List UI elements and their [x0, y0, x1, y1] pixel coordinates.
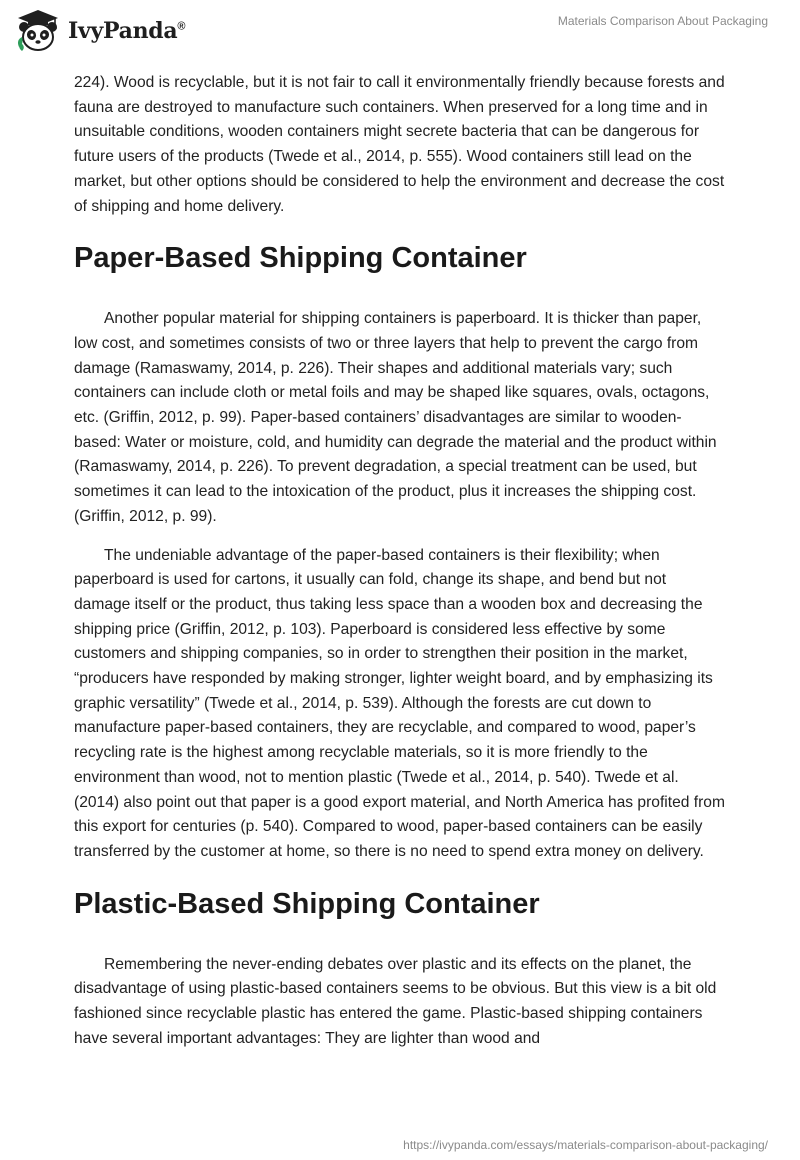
- heading-paper-based: Paper-Based Shipping Container: [74, 242, 527, 275]
- ivypanda-logo[interactable]: [14, 6, 204, 56]
- registered-mark: ®: [177, 20, 186, 33]
- source-url[interactable]: https://ivypanda.com/essays/materials-comparison-about-packaging/: [403, 1138, 768, 1152]
- essay-body: [74, 71, 726, 1066]
- heading-plastic-based: Plastic-Based Shipping Container: [74, 887, 540, 920]
- paragraph-plastic-1: Remembering the never-ending debates over plastic and its effects on the planet, the disadvantage of using plastic-based containers seems to be obvious. But this view is a bit old fashioned since recyclable plastic has entered the game. Plastic-based shipping containers have several important advantages: They are lighter than wood and: [74, 955, 717, 1047]
- paragraph-paper-1: Another popular material for shipping containers is paperboard. It is thicker than paper, low cost, and sometimes consists of two or three layers that help to prevent the cargo from damage (Ramaswamy, 2014, p. 226). Their shapes and additional materials vary; such containers can include cloth or metal foils and may be shaped like squares, ovals, octagons, etc. (Griffin, 2012, p. 99). Paper-based containers’ disadvantages are similar to wooden-based: Water or moisture, cold, and humidity can degrade the material and the product within (Ramaswamy, 2014, p. 226). To prevent degradation, a special treatment can be used, but sometimes it can lead to the intoxication of the product, plus it increases the shipping cost. (Griffin, 2012, p. 99).: [74, 310, 717, 525]
- page-header: [0, 0, 800, 60]
- paragraph-wood-continued: 224). Wood is recyclable, but it is not fair to call it environmentally friendly because forests and fauna are destroyed to manufacture such containers. When preserved for a long time and in unsuitable conditions, wooden containers might secrete bacteria that can be dangerous for future users of the products (Twede et al., 2014, p. 555). Wood containers still lead on the market, but other options should be considered to help the environment and decrease the cost of shipping and home delivery.: [74, 74, 725, 215]
- document-title: Materials Comparison About Packaging: [557, 14, 768, 28]
- brand-name: IvyPanda®: [68, 18, 186, 44]
- paragraph-paper-2: The undeniable advantage of the paper-based containers is their flexibility; when paperboard is used for cartons, it usually can fold, change its shape, and bend but not damage itself or the product, thus taking less space than a wooden box and decreasing the shipping price (Griffin, 2012, p. 103). Paperboard is considered less effective by some customers and shipping companies, so in order to strengthen their position in the market, “producers have responded by making stronger, lighter weight board, and by emphasizing its graphic versatility” (Twede et al., 2014, p. 539). Although the forests are cut down to manufacture paper-based containers, they are recyclable, and compared to wood, paper’s recycling rate is the highest among recyclable materials, so it is more friendly to the environment than wood, not to mention plastic (Twede et al., 2014, p. 540). Twede et al. (2014) also point out that paper is a good export material, and North America has profited from this export for centuries (p. 540). Compared to wood, paper-based containers can be easily transferred by the customer at home, so there is no need to spend extra money on delivery.: [74, 546, 725, 860]
- panda-graduate-icon: [14, 7, 62, 55]
